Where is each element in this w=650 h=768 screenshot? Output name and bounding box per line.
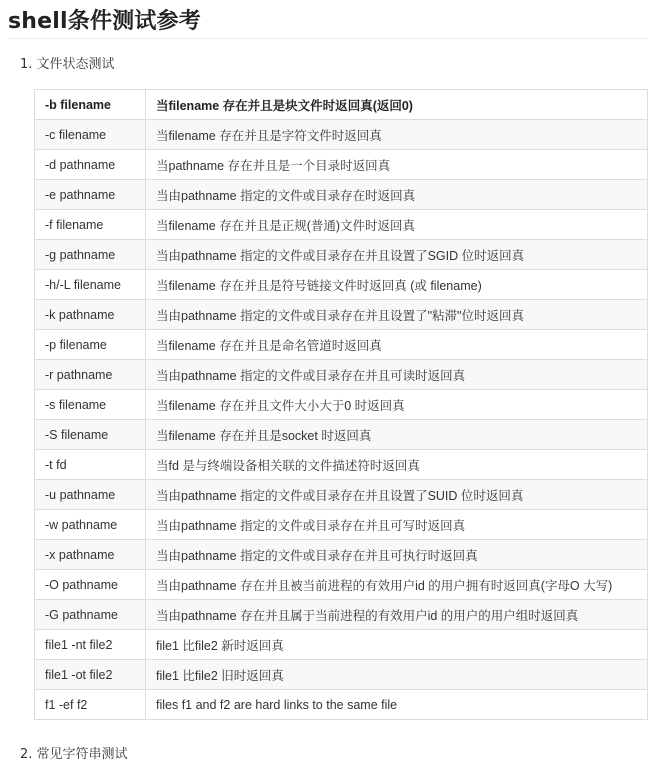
test-operator: -r pathname — [35, 360, 146, 390]
test-description: 当filename 存在并且是块文件时返回真(返回0) — [146, 90, 648, 120]
test-description: 当filename 存在并且是命名管道时返回真 — [146, 330, 648, 360]
test-description: 当由pathname 指定的文件或目录存在并且设置了"粘滞"位时返回真 — [146, 300, 648, 330]
test-operator: -x pathname — [35, 540, 146, 570]
test-description: 当filename 存在并且是socket 时返回真 — [146, 420, 648, 450]
table-row — [35, 450, 648, 480]
test-operator: -u pathname — [35, 480, 146, 510]
test-description: 当filename 存在并且是字符文件时返回真 — [146, 120, 648, 150]
test-operator: -k pathname — [35, 300, 146, 330]
test-operator: -G pathname — [35, 600, 146, 630]
test-operator: -h/-L filename — [35, 270, 146, 300]
test-description: 当由pathname 存在并且属于当前进程的有效用户id 的用户的用户组时返回真 — [146, 600, 648, 630]
table-row — [35, 690, 648, 720]
table-row — [35, 420, 648, 450]
test-operator: -f filename — [35, 210, 146, 240]
table-row — [35, 480, 648, 510]
table-row — [35, 600, 648, 630]
table-row — [35, 390, 648, 420]
test-operator: f1 -ef f2 — [35, 690, 146, 720]
test-operator: -s filename — [35, 390, 146, 420]
table-row — [35, 180, 648, 210]
test-description: 当由pathname 指定的文件或目录存在并且设置了SGID 位时返回真 — [146, 240, 648, 270]
test-description: files f1 and f2 are hard links to the same file — [146, 690, 648, 720]
test-operator: -S filename — [35, 420, 146, 450]
test-description: 当由pathname 指定的文件或目录存在并且设置了SUID 位时返回真 — [146, 480, 648, 510]
test-operator: -w pathname — [35, 510, 146, 540]
section-heading-file-status: 1. 文件状态测试 — [20, 57, 115, 72]
table-row — [35, 90, 648, 120]
test-operator: -O pathname — [35, 570, 146, 600]
test-description: 当由pathname 存在并且被当前进程的有效用户id 的用户拥有时返回真(字母O 大写) — [146, 570, 648, 600]
table-row — [35, 240, 648, 270]
table-row — [35, 360, 648, 390]
table-row — [35, 540, 648, 570]
test-operator: -g pathname — [35, 240, 146, 270]
table-row — [35, 300, 648, 330]
test-operator: -e pathname — [35, 180, 146, 210]
table-row — [35, 330, 648, 360]
test-description: file1 比file2 旧时返回真 — [146, 660, 648, 690]
test-description: 当pathname 存在并且是一个目录时返回真 — [146, 150, 648, 180]
test-operator: -c filename — [35, 120, 146, 150]
test-description: file1 比file2 新时返回真 — [146, 630, 648, 660]
test-description: 当fd 是与终端设备相关联的文件描述符时返回真 — [146, 450, 648, 480]
page-title: shell条件测试参考 — [8, 9, 201, 34]
table-row — [35, 120, 648, 150]
test-description: 当filename 存在并且是正规(普通)文件时返回真 — [146, 210, 648, 240]
test-operator: -d pathname — [35, 150, 146, 180]
table-row — [35, 150, 648, 180]
test-operator: file1 -nt file2 — [35, 630, 146, 660]
table-row — [35, 510, 648, 540]
test-description: 当由pathname 指定的文件或目录存在并且可执行时返回真 — [146, 540, 648, 570]
test-description: 当由pathname 指定的文件或目录存在时返回真 — [146, 180, 648, 210]
file-test-table — [34, 89, 648, 720]
table-row — [35, 660, 648, 690]
test-operator: -p filename — [35, 330, 146, 360]
test-description: 当由pathname 指定的文件或目录存在并且可写时返回真 — [146, 510, 648, 540]
test-operator: -b filename — [35, 90, 146, 120]
title-divider — [8, 38, 648, 39]
table-row — [35, 630, 648, 660]
test-description: 当由pathname 指定的文件或目录存在并且可读时返回真 — [146, 360, 648, 390]
test-operator: -t fd — [35, 450, 146, 480]
table-row — [35, 570, 648, 600]
section-heading-string-tests: 2. 常见字符串测试 — [20, 747, 128, 762]
test-description: 当filename 存在并且文件大小大于0 时返回真 — [146, 390, 648, 420]
test-operator: file1 -ot file2 — [35, 660, 146, 690]
table-row — [35, 210, 648, 240]
test-description: 当filename 存在并且是符号链接文件时返回真 (或 filename) — [146, 270, 648, 300]
table-row — [35, 270, 648, 300]
